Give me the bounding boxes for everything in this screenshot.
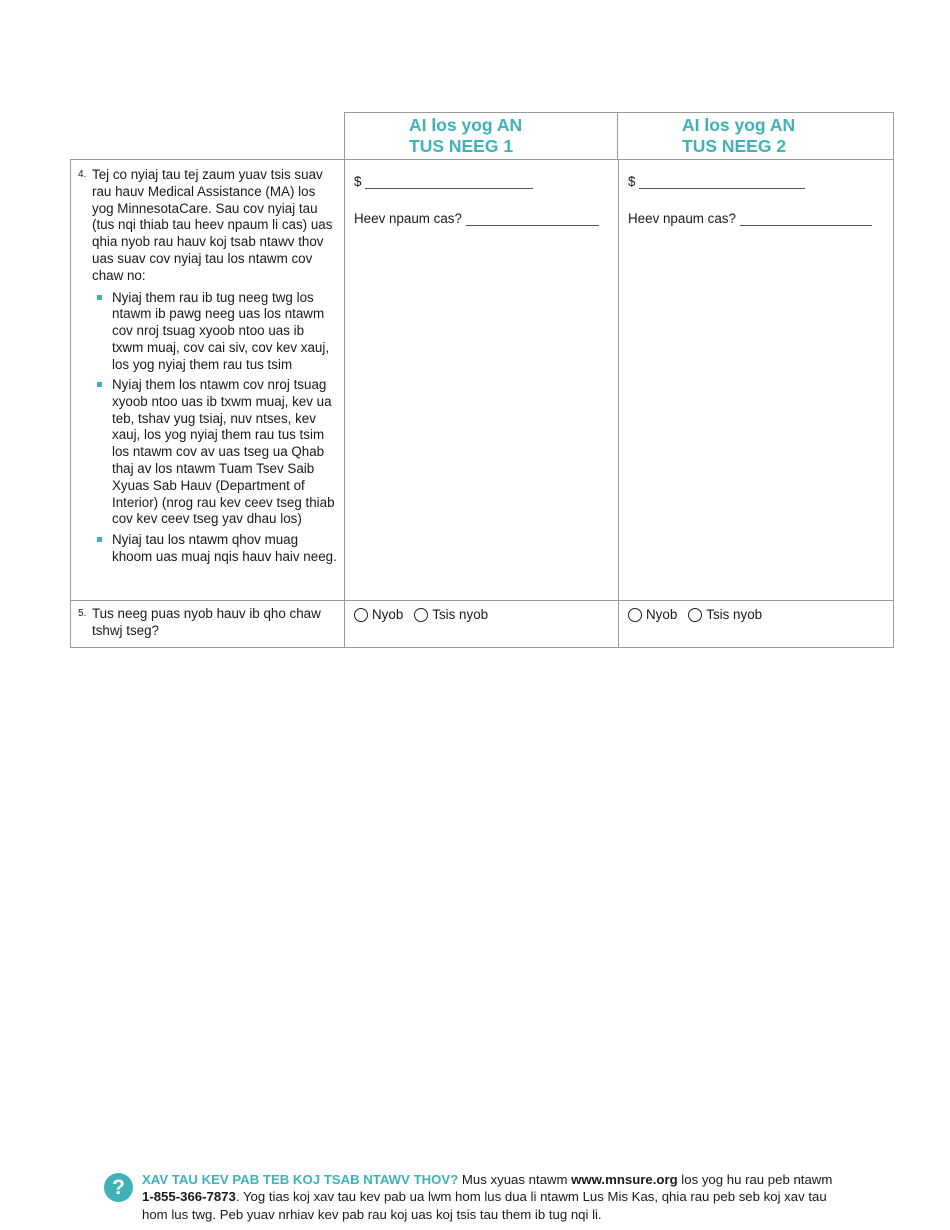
question-number: 4. [78, 169, 87, 180]
help-footer [104, 1171, 834, 1223]
question-5-cell [71, 601, 345, 647]
no-radio[interactable]: Tsis nyob [414, 607, 488, 622]
question-5-text: Tus neeg puas nyob hauv ib qho chaw tshwj tseg? [92, 606, 321, 638]
person-2-q4-cell [619, 160, 893, 600]
bullet-square-icon [97, 382, 102, 387]
no-radio[interactable]: Tsis nyob [688, 607, 762, 622]
radio-circle-icon [414, 608, 428, 622]
question-4-row [70, 159, 894, 601]
frequency-input-line[interactable] [466, 211, 599, 226]
radio-circle-icon [688, 608, 702, 622]
question-4-cell [71, 160, 345, 600]
list-item: Nyiaj tau los ntawm qhov muag khoom uas muaj nqis hauv haiv neeg. [97, 532, 338, 566]
bullet-square-icon [97, 537, 102, 542]
reservation-radio-group-person-1 [354, 607, 499, 622]
list-item: Nyiaj them rau ib tug neeg twg los ntawm ib pawg neeg uas los ntawm cov nroj tsuag xyoob ntoo uas ib txwm muaj, cov cai siv, cov kev xauj, los yog nyiaj them rau tus tsim [97, 290, 338, 374]
radio-circle-icon [354, 608, 368, 622]
question-icon: ? [104, 1173, 133, 1202]
help-text: XAV TAU KEV PAB TEB KOJ TSAB NTAWV THOV? Mus xyuas ntawm www.mnsure.org los yog hu rau peb ntawm 1-855-366-7873. Yog tias koj xav tau kev pab ua lwm hom lus dua li ntawm Lus Mis Kas, qhia rau peb seb koj xav tau hom lus twg. Peb yuav nrhiav kev pab rau koj uas koj tsis tau them ib tug nqi li. [142, 1172, 833, 1222]
amount-input-line[interactable] [639, 174, 805, 189]
amount-field-person-2[interactable]: $ [628, 174, 805, 189]
person-1-q4-cell [345, 160, 619, 600]
frequency-field-person-1[interactable]: Heev npaum cas? [354, 211, 599, 226]
list-item: Nyiaj them los ntawm cov nroj tsuag xyoob ntoo uas ib txwm muaj, kev ua teb, tshav yug tsiaj, nuv ntses, kev xauj, los yog nyiaj them rau tus tsim los ntawm cov av uas tseg ua Qhab thaj av los ntawm Tuam Tsev Saib Xyuas Sab Hauv (Department of Interior) (nrog rau kev ceev tseg thiab cov kev ceev tseg yav dhau los) [97, 377, 338, 528]
help-heading: XAV TAU KEV PAB TEB KOJ TSAB NTAWV THOV? [142, 1172, 459, 1187]
frequency-input-line[interactable] [740, 211, 872, 226]
bullet-square-icon [97, 295, 102, 300]
help-phone[interactable]: 1-855-366-7873 [142, 1189, 236, 1205]
radio-circle-icon [628, 608, 642, 622]
column-header-person-2: AI los yog AN TUS NEEG 2 [618, 112, 894, 159]
question-5-row [70, 601, 894, 648]
person-2-q5-cell [619, 601, 893, 647]
column-header-person-1: AI los yog AN TUS NEEG 1 [344, 112, 618, 159]
reservation-radio-group-person-2 [628, 607, 773, 622]
yes-radio[interactable]: Nyob [354, 607, 403, 622]
yes-radio[interactable]: Nyob [628, 607, 677, 622]
amount-input-line[interactable] [365, 174, 533, 189]
question-4-bullets [78, 290, 338, 566]
frequency-field-person-2[interactable]: Heev npaum cas? [628, 211, 872, 226]
question-4-text: Tej co nyiaj tau tej zaum yuav tsis suav rau hauv Medical Assistance (MA) los yog MinnesotaCare. Sau cov nyiaj tau (tus nqi thiab tau heev npaum li cas) uas qhia nyob rau hauv koj tsab ntawv thov uas suav cov nyiaj tau los ntawm cov chaw no: [92, 167, 333, 283]
help-url[interactable]: www.mnsure.org [571, 1172, 678, 1187]
amount-field-person-1[interactable]: $ [354, 174, 533, 189]
person-1-q5-cell [345, 601, 619, 647]
question-number: 5. [78, 608, 87, 619]
column-headers [344, 112, 894, 160]
